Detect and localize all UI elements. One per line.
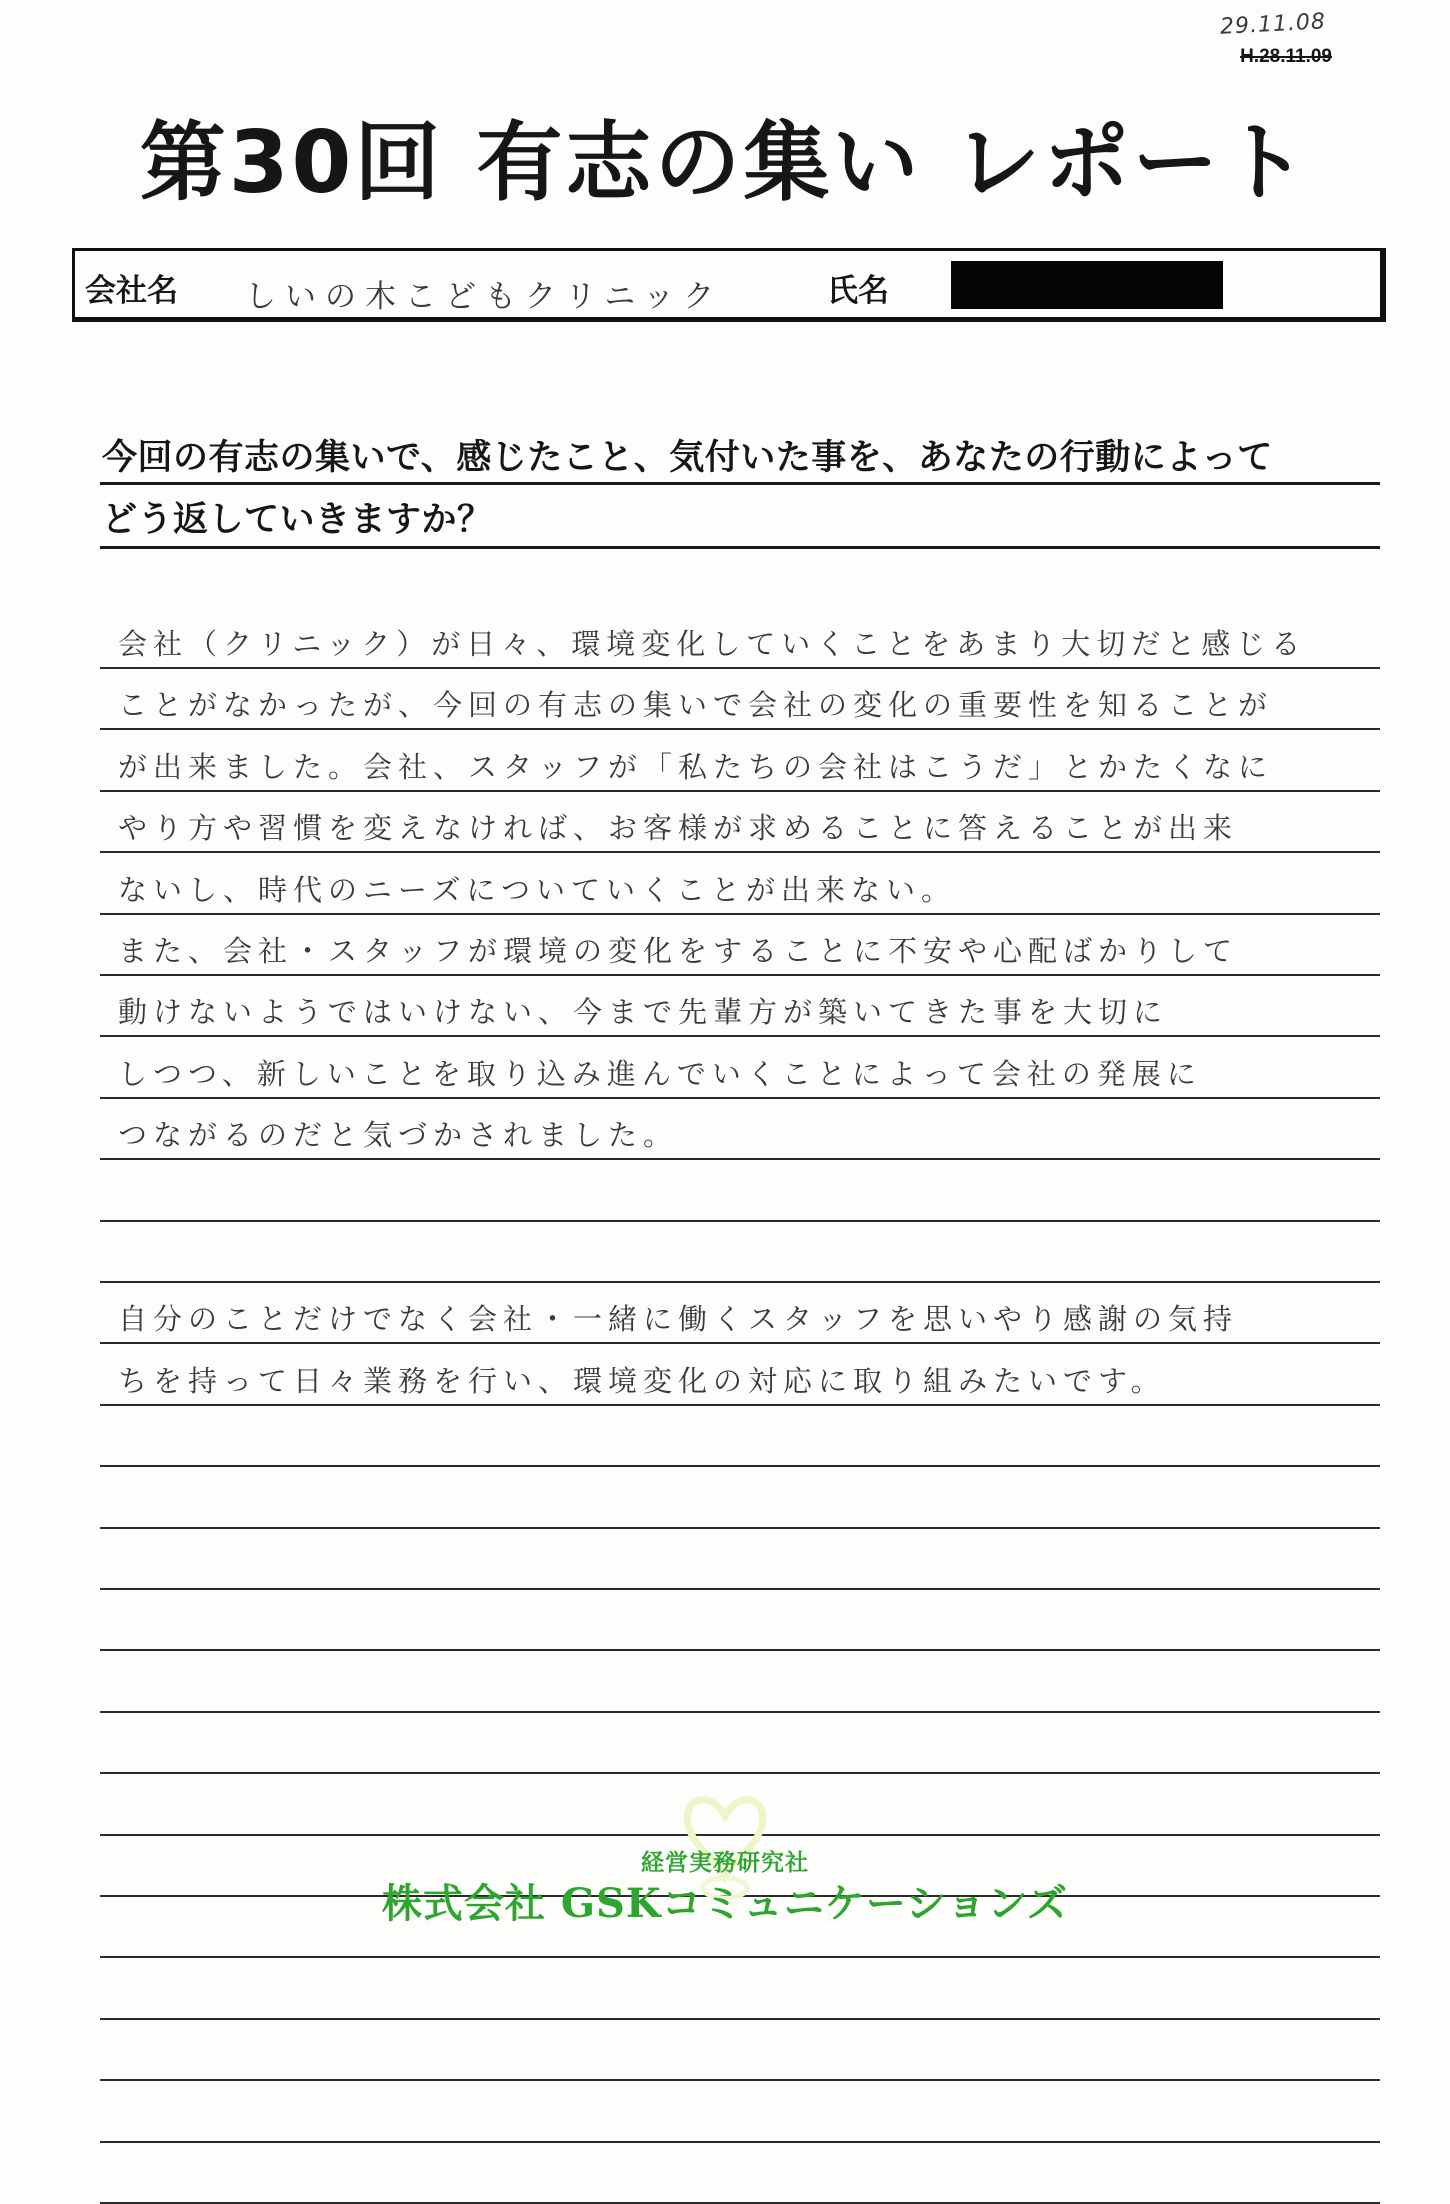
answer-line-4: やり方や習慣を変えなければ、お客様が求めることに答えることが出来 [118,813,1239,845]
answer-rule [100,728,1380,730]
answer-line-1: 会社（クリニック）が日々、環境変化していくことをあまり大切だと感じる [118,629,1307,661]
answer-rule [100,1281,1380,1283]
company-logo-text: 株式会社 GSKコミュニケーションズ [381,1880,1069,1927]
question-rule-2 [100,546,1380,549]
answer-rule [100,1220,1380,1222]
answer-line-2: ことがなかったが、今回の有志の集いで会社の変化の重要性を知ることが [118,690,1274,722]
answer-rule [100,1035,1380,1037]
answer-rule [100,1404,1380,1406]
answer-rule [100,2079,1380,2081]
answer-rule [100,1342,1380,1344]
date-stamp [1132,6,1332,66]
answer-rule [100,974,1380,976]
answer-line-9: つながるのだと気づかされました。 [118,1120,679,1152]
name-label: 氏名 [827,273,889,309]
question-line-1: 今回の有志の集いで、感じたこと、気付いた事を、あなたの行動によって [102,438,1273,478]
answer-line-5: ないし、時代のニーズについていくことが出来ない。 [118,875,956,907]
answer-rule [100,2018,1380,2020]
answer-rule [100,667,1380,669]
answer-rule [100,1527,1380,1529]
company-label: 会社名 [85,273,178,309]
answer-rule [100,1158,1380,1160]
answer-rule [100,1097,1380,1099]
handwritten-date: 29.11.08 [1219,9,1327,40]
page-title: 第30回 有志の集い レポート [139,113,1311,213]
question-line-2: どう返していきますか？ [102,500,493,540]
question-rule-1 [100,482,1380,485]
answer-line-6: また、会社・スタッフが環境の変化をすることに不安や心配ばかりして [118,936,1239,968]
answer-rule [100,1711,1380,1713]
answer-line-12: 自分のことだけでなく会社・一緒に働くスタッフを思いやり感謝の気持 [118,1304,1239,1336]
answer-line-7: 動けないようではいけない、今まで先輩方が築いてきた事を大切に [118,997,1169,1029]
answer-line-8: しつつ、新しいことを取り込み進んでいくことによって会社の発展に [118,1059,1202,1091]
printed-date-text: H.28.11.09 [1240,46,1332,67]
answer-rule [100,790,1380,792]
info-box [72,248,1386,322]
answer-rule [100,1956,1380,1958]
name-redaction [951,261,1223,309]
answer-rule [100,1465,1380,1467]
answer-rule [100,1772,1380,1774]
printed-date [1240,46,1332,68]
footer-subtitle: 経営実務研究社 [641,1849,809,1876]
company-name-value: しいの木こどもクリニック [245,279,724,315]
answer-rule [100,1588,1380,1590]
answer-line-3: が出来ました。会社、スタッフが「私たちの会社はこうだ」とかたくなに [118,752,1274,784]
answer-rule [100,2141,1380,2143]
answer-rule [100,913,1380,915]
answer-rule [100,851,1380,853]
answer-rule [100,1649,1380,1651]
answer-line-13: ちを持って日々業務を行い、環境変化の対応に取り組みたいです。 [118,1366,1166,1398]
